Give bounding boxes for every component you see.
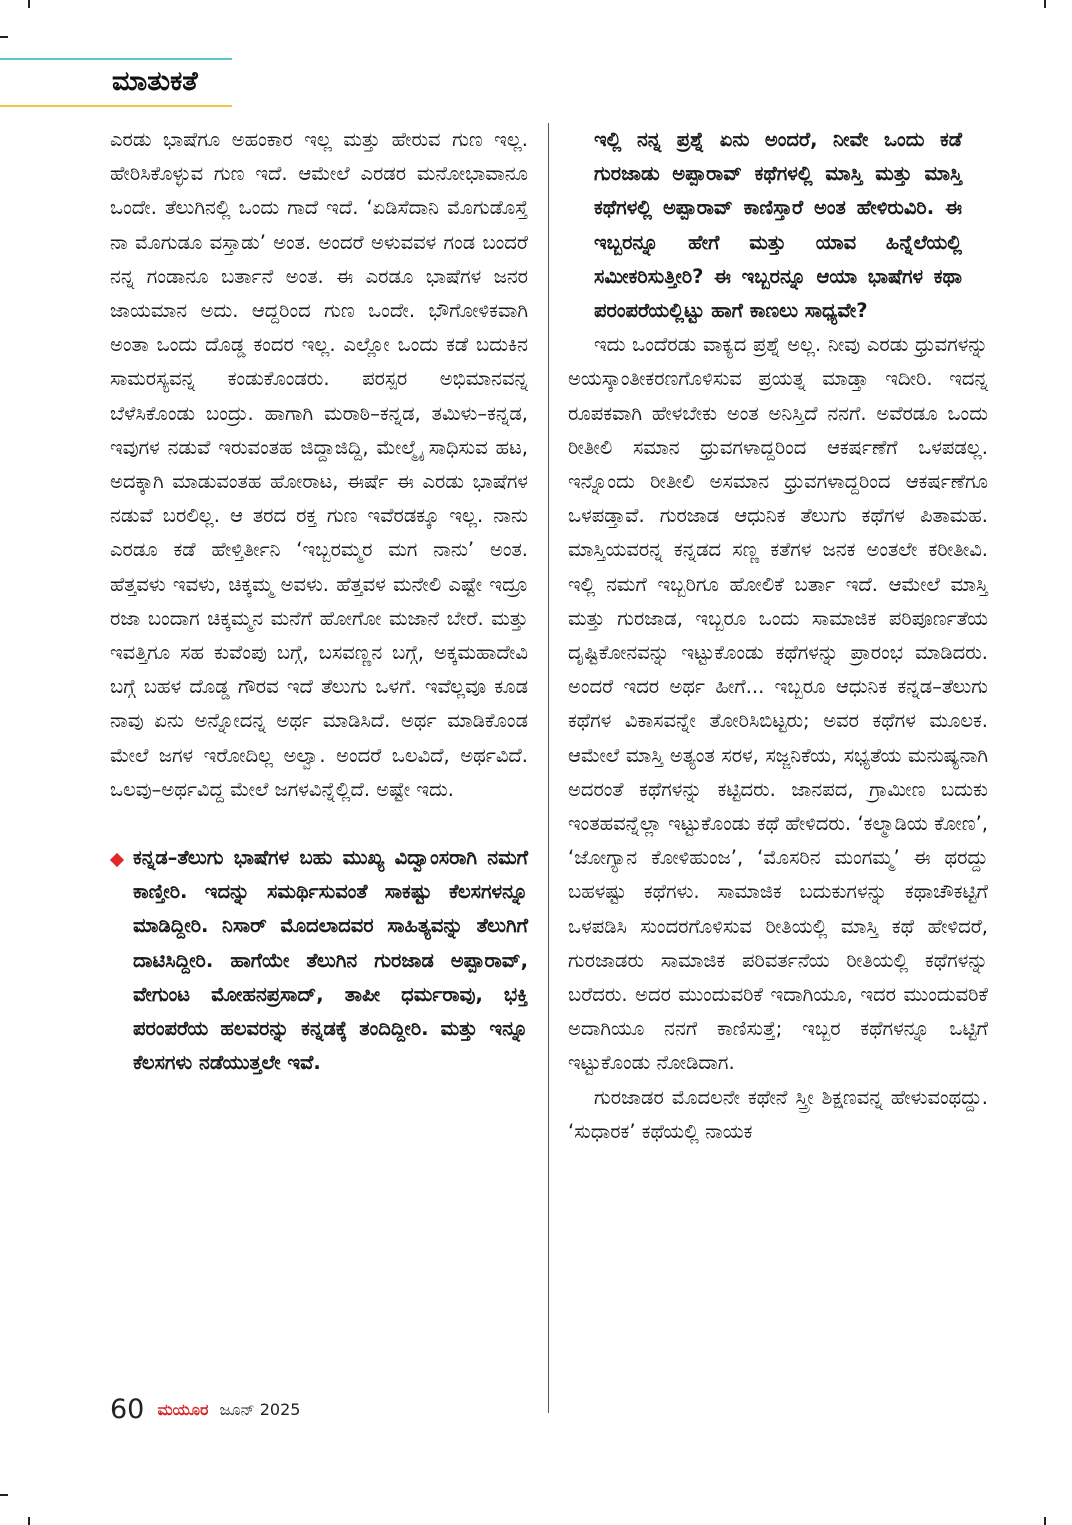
section-header [0, 58, 232, 108]
body-paragraph: ಗುರಜಾಡರ ಮೊದಲನೇ ಕಥೇನೆ ಸ್ತ್ರೀ ಶಿಕ್ಷಣವನ್ನ ಹೇಳುವಂಥದ್ದು. ‘ಸುಧಾರಕ’ ಕಥೆಯಲ್ಲಿ ನಾಯಕ [568, 1085, 988, 1143]
crop-mark [0, 36, 8, 38]
crop-mark [0, 1494, 8, 1496]
header-rule-bottom [0, 105, 232, 107]
page-number: 60 [110, 1394, 145, 1425]
header-rule-top [0, 58, 232, 60]
crop-mark [1044, 0, 1046, 8]
body-paragraph: ಇದು ಒಂದೆರಡು ವಾಕ್ಯದ ಪ್ರಶ್ನೆ ಅಲ್ಲ. ನೀವು ಎರಡು ಧ್ರುವಗಳನ್ನು ಅಯಸ್ಕಾಂತೀಕರಣಗೊಳಿಸುವ ಪ್ರಯತ್ನ ಮಾಡ್ತಾ ಇದೀರಿ. ಇದನ್ನ ರೂಪಕವಾಗಿ ಹೇಳಬೇಕು ಅಂತ ಅನಿಸ್ತಿದೆ ನನಗೆ. ಅವೆರಡೂ ಒಂದು ರೀತೀಲಿ ಸಮಾನ ಧ್ರುವಗಳಾದ್ದರಿಂದ ಆಕರ್ಷಣೆಗೆ ಒಳಪಡಲ್ಲ. ಇನ್ನೊಂದು ರೀತೀಲಿ ಅಸಮಾನ ಧ್ರುವಗಳಾದ್ದರಿಂದ ಆಕರ್ಷಣೆಗೂ ಒಳಪಡ್ತಾವೆ. ಗುರಜಾಡ ಆಧುನಿಕ ತೆಲುಗು ಕಥೆಗಳ ಪಿತಾಮಹ. ಮಾಸ್ತಿಯವರನ್ನ ಕನ್ನಡದ ಸಣ್ಣ ಕತೆಗಳ ಜನಕ ಅಂತಲೇ ಕರೀತೀವಿ. ಇಲ್ಲಿ ನಮಗೆ ಇಬ್ಬರಿಗೂ ಹೋಲಿಕೆ ಬರ್ತಾ ಇದೆ. ಆಮೇಲೆ ಮಾಸ್ತಿ ಮತ್ತು ಗುರಜಾಡ, ಇಬ್ಬರೂ ಒಂದು ಸಾಮಾಜಿಕ ಪರಿಪೂರ್ಣತೆಯ ದೃಷ್ಟಿಕೋನವನ್ನು ಇಟ್ಟುಕೊಂಡು ಕಥೆಗಳನ್ನು ಪ್ರಾರಂಭ ಮಾಡಿದರು. ಅಂದರೆ ಇದರ ಅರ್ಥ ಹೀಗೆ... ಇಬ್ಬರೂ ಆಧುನಿಕ ಕನ್ನಡ–ತೆಲುಗು ಕಥೆಗಳ ವಿಕಾಸವನ್ನೇ ತೋರಿಸಿಬಿಟ್ಟರು; ಅವರ ಕಥೆಗಳ ಮೂಲಕ. ಆಮೇಲೆ ಮಾಸ್ತಿ ಅತ್ಯಂತ ಸರಳ, ಸಜ್ಜನಿಕೆಯ, ಸಭ್ಯತೆಯ ಮನುಷ್ಯನಾಗಿ ಅದರಂತೆ ಕಥೆಗಳನ್ನು ಕಟ್ಟಿದರು. ಜಾನಪದ, ಗ್ರಾಮೀಣ ಬದುಕು ಇಂತಹವನ್ನೆಲ್ಲಾ ಇಟ್ಟುಕೊಂಡು ಕಥೆ ಹೇಳಿದರು. ‘ಕಲ್ಮಾಡಿಯ ಕೋಣ’, ‘ಜೋಗ್ಯಾನ ಕೋಳಿಹುಂಜ’, ‘ಮೊಸರಿನ ಮಂಗಮ್ಮ’ ಈ ಥರದ್ದು ಬಹಳಷ್ಟು ಕಥೆಗಳು. ಸಾಮಾಜಿಕ ಬದುಕುಗಳನ್ನು ಕಥಾಚೌಕಟ್ಟಿಗೆ ಒಳಪಡಿಸಿ ಸುಂದರಗೊಳಿಸುವ ರೀತಿಯಲ್ಲಿ ಮಾಸ್ತಿ ಕಥೆ ಹೇಳಿದರೆ, ಗುರಜಾಡರು ಸಾಮಾಜಿಕ ಪರಿವರ್ತನೆಯ ರೀತಿಯಲ್ಲಿ ಕಥೆಗಳನ್ನು ಬರೆದರು. ಅದರ ಮುಂದುವರಿಕೆ ಇದಾಗಿಯೂ, ಇದರ ಮುಂದುವರಿಕೆ ಅದಾಗಿಯೂ ನನಗೆ ಕಾಣಿಸುತ್ತೆ; ಇಬ್ಬರ ಕಥೆಗಳನ್ನೂ ಒಟ್ಟಿಗೆ ಇಟ್ಟುಕೊಂಡು ನೋಡಿದಾಗ. [568, 333, 988, 1075]
column-divider [548, 123, 549, 1413]
issue-date: ಜೂನ್ 2025 [219, 1399, 301, 1419]
interview-question [110, 841, 528, 1080]
page-footer [110, 1394, 300, 1434]
interview-question: ಇಲ್ಲಿ ನನ್ನ ಪ್ರಶ್ನೆ ಏನು ಅಂದರೆ, ನೀವೇ ಒಂದು ಕಡೆ ಗುರಜಾಡು ಅಪ್ಪಾರಾವ್ ಕಥೆಗಳಲ್ಲಿ ಮಾಸ್ತಿ ಮತ್ತು ಮಾಸ್ತಿ ಕಥೆಗಳಲ್ಲಿ ಅಪ್ಪಾರಾವ್ ಕಾಣಿಸ್ತಾರೆ ಅಂತ ಹೇಳಿರುವಿರಿ. ಈ ಇಬ್ಬರನ್ನೂ ಹೇಗೆ ಮತ್ತು ಯಾವ ಹಿನ್ನೆಲೆಯಲ್ಲಿ ಸಮೀಕರಿಸುತ್ತೀರಿ? ಈ ಇಬ್ಬರನ್ನೂ ಆಯಾ ಭಾಷೆಗಳ ಕಥಾ ಪರಂಪರೆಯಲ್ಲಿಟ್ಟು ಹಾಗೆ ಕಾಣಲು ಸಾಧ್ಯವೇ? [594, 128, 962, 323]
right-column [568, 123, 988, 1149]
crop-mark [28, 1517, 30, 1525]
magazine-name: ಮಯೂರ [157, 1399, 209, 1419]
section-title: ಮಾತುಕತೆ [112, 66, 198, 97]
body-paragraph: ಎರಡು ಭಾಷೆಗೂ ಅಹಂಕಾರ ಇಲ್ಲ ಮತ್ತು ಹೇರುವ ಗುಣ ಇಲ್ಲ. ಹೇರಿಸಿಕೊಳ್ಳುವ ಗುಣ ಇದೆ. ಆಮೇಲೆ ಎರಡರ ಮನೋಭಾವಾನೂ ಒಂದೇ. ತೆಲುಗಿನಲ್ಲಿ ಒಂದು ಗಾದೆ ಇದೆ. ‘ಏಡಿಸೆದಾನಿ ಮೊಗುಡೊಸ್ತೆ ನಾ ಮೊಗುಡೂ ವಸ್ತಾಡು’ ಅಂತ. ಅಂದರೆ ಅಳುವವಳ ಗಂಡ ಬಂದರೆ ನನ್ನ ಗಂಡಾನೂ ಬರ್ತಾನೆ ಅಂತ. ಈ ಎರಡೂ ಭಾಷೆಗಳ ಜನರ ಜಾಯಮಾನ ಅದು. ಆದ್ದರಿಂದ ಗುಣ ಒಂದೇ. ಭೌಗೋಳಿಕವಾಗಿ ಅಂತಾ ಒಂದು ದೊಡ್ಡ ಕಂದರ ಇಲ್ಲ. ಎಲ್ಲೋ ಒಂದು ಕಡೆ ಬದುಕಿನ ಸಾಮರಸ್ಯವನ್ನ ಕಂಡುಕೊಂಡರು. ಪರಸ್ಪರ ಅಭಿಮಾನವನ್ನ ಬೆಳೆಸಿಕೊಂಡು ಬಂದ್ರು. ಹಾಗಾಗಿ ಮರಾಠಿ–ಕನ್ನಡ, ತಮಿಳು–ಕನ್ನಡ, ಇವುಗಳ ನಡುವೆ ಇರುವಂತಹ ಜಿದ್ದಾಜಿದ್ದಿ, ಮೇಲ್ಮೈ ಸಾಧಿಸುವ ಹಟ, ಅದಕ್ಕಾಗಿ ಮಾಡುವಂತಹ ಹೋರಾಟ, ಈರ್ಷೆ ಈ ಎರಡು ಭಾಷೆಗಳ ನಡುವೆ ಬರಲಿಲ್ಲ. ಆ ತರದ ರಕ್ತ ಗುಣ ಇವೆರಡಕ್ಕೂ ಇಲ್ಲ. ನಾನು ಎರಡೂ ಕಡೆ ಹೇಳ್ತಿರ್ತೀನಿ ‘ಇಬ್ಬರಮ್ಮರ ಮಗ ನಾನು’ ಅಂತ. ಹೆತ್ತವಳು ಇವಳು, ಚಿಕ್ಕಮ್ಮ ಅವಳು. ಹೆತ್ತವಳ ಮನೇಲಿ ಎಷ್ಟೇ ಇದ್ರೂ ರಜಾ ಬಂದಾಗ ಚಿಕ್ಕಮ್ಮನ ಮನೆಗೆ ಹೋಗೋ ಮಜಾನೆ ಬೇರೆ. ಮತ್ತು ಇವತ್ತಿಗೂ ಸಹ ಕುವೆಂಪು ಬಗ್ಗೆ, ಬಸವಣ್ಣನ ಬಗ್ಗೆ, ಅಕ್ಕಮಹಾದೇವಿ ಬಗ್ಗೆ ಬಹಳ ದೊಡ್ಡ ಗೌರವ ಇದೆ ತೆಲುಗು ಒಳಗೆ. ಇವೆಲ್ಲವೂ ಕೂಡ ನಾವು ಏನು ಅನ್ನೋದನ್ನ ಅರ್ಥ ಮಾಡಿಸಿದೆ. ಅರ್ಥ ಮಾಡಿಕೊಂಡ ಮೇಲೆ ಜಗಳ ಇರೋದಿಲ್ಲ ಅಲ್ವಾ. ಅಂದರೆ ಒಲವಿದೆ, ಅರ್ಥವಿದೆ. ಒಲವು–ಅರ್ಥವಿದ್ದ ಮೇಲೆ ಜಗಳವಿನ್ನೆಲ್ಲಿದೆ. ಅಷ್ಟೇ ಇದು. [110, 128, 528, 801]
question-marker-icon [110, 853, 124, 867]
crop-mark [28, 0, 30, 8]
question-text: ಕನ್ನಡ–ತೆಲುಗು ಭಾಷೆಗಳ ಬಹು ಮುಖ್ಯ ವಿದ್ವಾಂಸರಾಗಿ ನಮಗೆ ಕಾಣ್ತೀರಿ. ಇದನ್ನು ಸಮರ್ಥಿಸುವಂತೆ ಸಾಕಷ್ಟು ಕೆಲಸಗಳನ್ನೂ ಮಾಡಿದ್ದೀರಿ. ನಿಸಾರ್ ಮೊದಲಾದವರ ಸಾಹಿತ್ಯವನ್ನು ತೆಲುಗಿಗೆ ದಾಟಿಸಿದ್ದೀರಿ. ಹಾಗೆಯೇ ತೆಲುಗಿನ ಗುರಜಾಡ ಅಪ್ಪಾರಾವ್, ವೇಗುಂಟ ಮೋಹನಪ್ರಸಾದ್, ತಾಪೀ ಧರ್ಮರಾವು, ಭಕ್ತಿ ಪರಂಪರೆಯ ಹಲವರನ್ನು ಕನ್ನಡಕ್ಕೆ ತಂದಿದ್ದೀರಿ. ಮತ್ತು ಇನ್ನೂ ಕೆಲಸಗಳು ನಡೆಯುತ್ತಲೇ ಇವೆ. [133, 846, 528, 1075]
left-column [110, 123, 528, 1080]
crop-mark [1044, 1517, 1046, 1525]
